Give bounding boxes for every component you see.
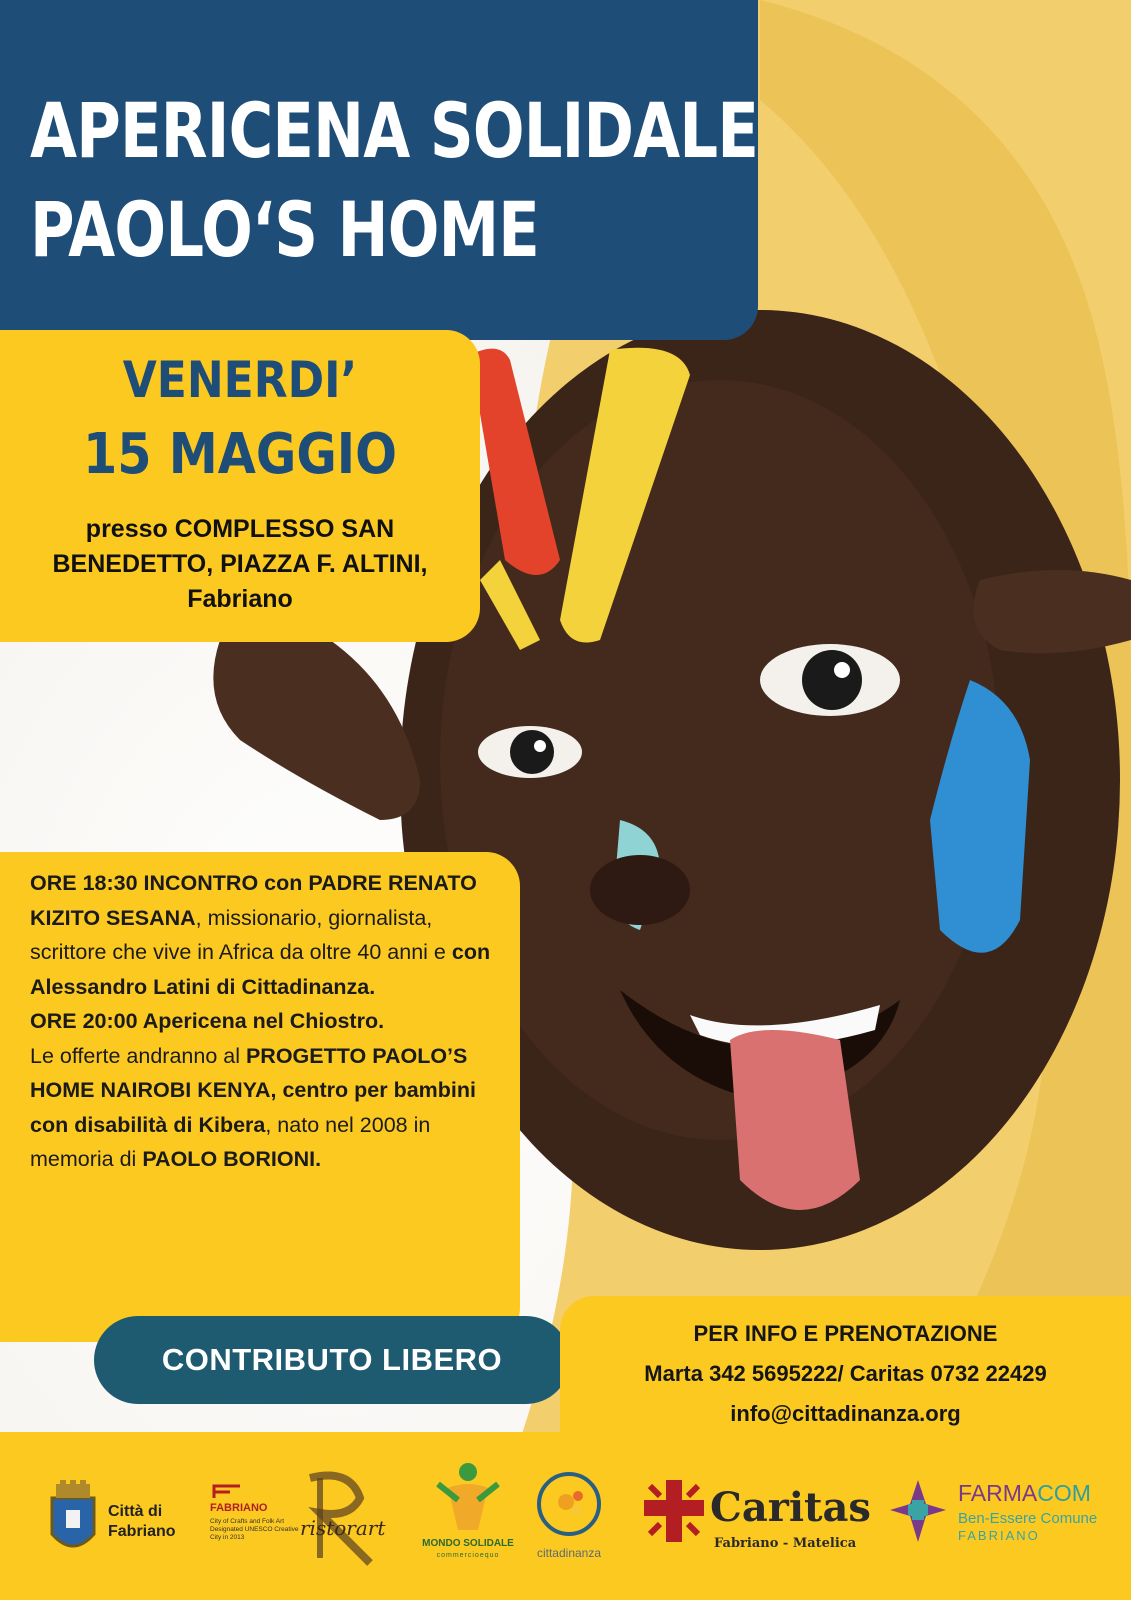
info-box xyxy=(560,1296,1131,1446)
mondo-solidale-people-icon xyxy=(418,1460,518,1540)
ristorart-text: ristorart xyxy=(300,1516,386,1540)
farmacom-text-part-1: FARMA xyxy=(958,1480,1038,1506)
event-date: 15 MAGGIO xyxy=(82,422,398,487)
program-cospeaker: con Alessandro Latini di Cittadinanza. xyxy=(30,940,491,999)
program-dinner: ORE 20:00 Apericena nel Chiostro. xyxy=(30,1009,385,1033)
ristorart-logo xyxy=(290,1468,400,1568)
caritas-sub: Fabriano - Matelica xyxy=(714,1536,857,1551)
program-memory: , nato nel 2008 in memoria di xyxy=(30,1112,431,1171)
info-phones: Marta 342 5695222/ Caritas 0732 22429 xyxy=(644,1361,1047,1386)
program-speaker-desc: , missionario, giornalista, scrittore che vive in Africa da oltre 40 anni e xyxy=(30,905,452,964)
info-heading: PER INFO E PRENOTAZIONE xyxy=(693,1321,998,1346)
cittadinanza-circle-icon xyxy=(524,1466,614,1546)
event-place: presso COMPLESSO SAN BENEDETTO, PIAZZA F. ALTINI, Fabriano xyxy=(52,515,428,613)
farmacom-sub: Ben-Essere Comune xyxy=(958,1510,1098,1527)
sponsor-logos-band xyxy=(0,1432,1131,1600)
caritas-text: Caritas xyxy=(710,1484,871,1531)
contribution-label: CONTRIBUTO LIBERO xyxy=(161,1342,503,1377)
event-title-line-2: PAOLO‘S HOME xyxy=(30,184,540,274)
farmacom-city: FABRIANO xyxy=(958,1528,1040,1543)
cittadinanza-text: cittadinanza xyxy=(536,1546,602,1560)
fabriano-text: FABRIANO xyxy=(210,1502,268,1514)
cittadinanza-logo xyxy=(524,1466,614,1586)
event-title-line-1: APERICENA SOLIDALE xyxy=(30,86,759,175)
citta-di-fabriano-logo xyxy=(46,1480,186,1560)
caritas-cross-icon xyxy=(640,1476,708,1546)
info-email: info@cittadinanza.org xyxy=(730,1401,961,1426)
date-box xyxy=(0,330,480,642)
fabriano-unesco-logo xyxy=(210,1482,299,1562)
mondo-solidale-logo xyxy=(418,1460,518,1580)
program-project: PROGETTO PAOLO’S HOME NAIROBI KENYA, centro per bambini con disabilità di Kibera xyxy=(30,1043,476,1137)
caritas-logo xyxy=(640,1476,871,1566)
program-box xyxy=(0,852,520,1342)
farmacom-logo xyxy=(886,1476,1116,1566)
farmacom-text-part-2: COM xyxy=(1037,1480,1091,1506)
mondo-solidale-text: MONDO SOLIDALE xyxy=(422,1538,514,1549)
program-memory-name: PAOLO BORIONI. xyxy=(142,1147,322,1171)
mondo-solidale-sub: commercioequo xyxy=(436,1552,500,1559)
fabriano-crest-icon xyxy=(46,1480,100,1560)
title-banner xyxy=(0,0,758,340)
fabriano-unesco-text: City of Crafts and Folk Art Designated UNESCO Creative City in 2013 xyxy=(210,1518,299,1541)
farmacom-text xyxy=(958,1480,1091,1507)
program-text xyxy=(30,866,510,1177)
program-offers-intro: Le offerte andranno al xyxy=(30,1043,246,1068)
contribution-badge xyxy=(94,1316,570,1404)
program-speaker: ORE 18:30 INCONTRO con PADRE RENATO KIZITO SESANA xyxy=(30,871,477,930)
event-day: VENERDI’ xyxy=(122,351,358,409)
farmacom-cross-icon xyxy=(886,1476,950,1546)
citta-di-fabriano-text: Città di Fabriano xyxy=(108,1503,176,1540)
fabriano-f-icon xyxy=(210,1482,250,1502)
